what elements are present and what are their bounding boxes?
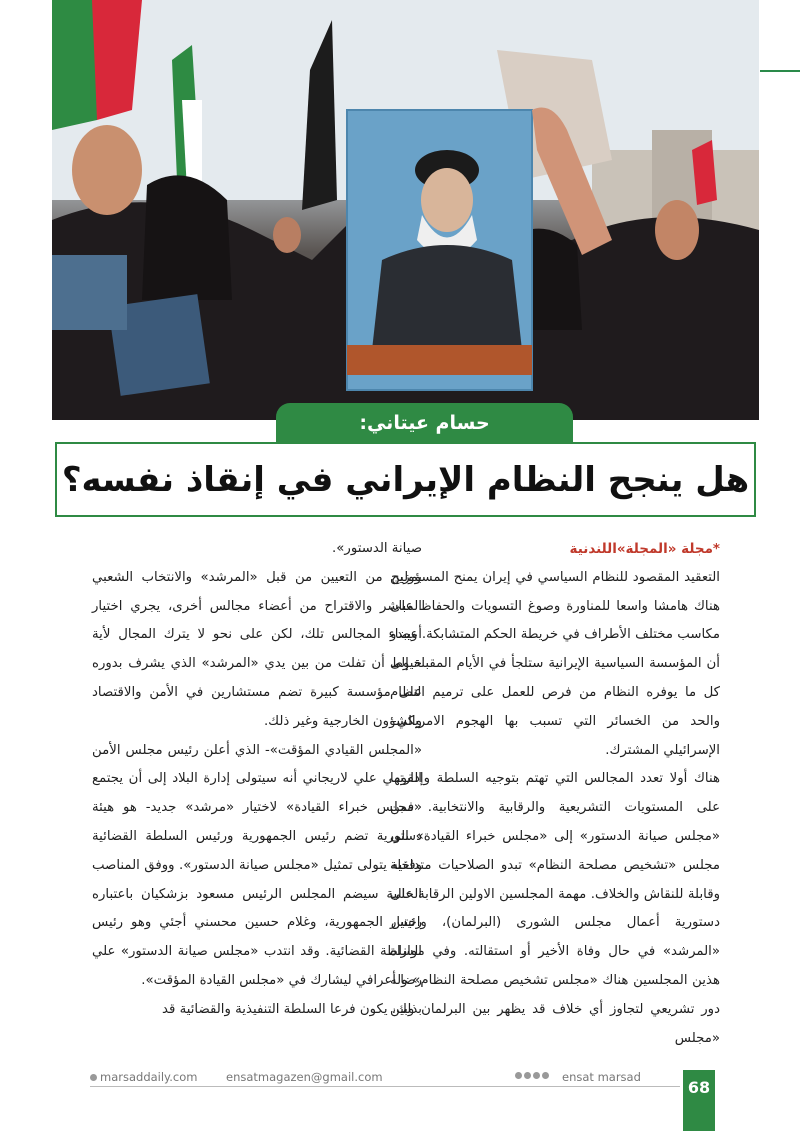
page-number: 68 <box>683 1070 715 1131</box>
footer-site-link[interactable]: marsaddaily.com <box>90 1070 197 1084</box>
protest-photo-illustration <box>52 0 759 420</box>
paragraph: بمزيج من التعيين من قبل «المرشد» والانتخاب الشعبي المباشر والاقتراح من أعضاء مجالس أخرى، يجري اختيار أعضاء المجالس تلك، لكن على نحو لا يترك المجال لأية خيوط أن تفلت من بين يدي «المرشد» الذي يشرف بدوره على مؤسسة كبيرة تضم مستشارين في الأمن والاقتصاد والشؤون الخارجية وغير ذلك. <box>92 569 422 729</box>
footer-divider <box>90 1086 680 1087</box>
headline-box <box>55 442 756 517</box>
paragraph: صيانة الدستور». <box>332 541 422 556</box>
page-footer <box>90 1068 680 1088</box>
social-icons <box>515 1072 549 1079</box>
author-label: حسام عيتاني: <box>276 403 573 443</box>
article-photo <box>52 0 759 420</box>
instagram-icon[interactable] <box>533 1072 540 1079</box>
facebook-icon[interactable] <box>515 1072 522 1079</box>
youtube-icon[interactable] <box>542 1072 549 1079</box>
paragraph: التعقيد المقصود للنظام السياسي في إيران يمنح المسؤولين هناك هامشا واسعا للمناورة وصوغ التسويات والحفاظ على مكاسب مختلف الأطراف في خريطة الحكم المتشابكة. ويبدو أن المؤسسة السياسية الإيرانية ستلجأ في الأيام المقبلة إلى كل ما يوفره النظام من فرص للعمل على ترميم النظام والحد من الخسائر التي تسبب بها الهجوم الامريكي–الإسرائيلي المشترك. <box>390 569 720 758</box>
article-column-right <box>390 535 720 1053</box>
article-column-left <box>92 535 422 1025</box>
paragraph: هناك أولا تعدد المجالس التي تهتم بتوجيه السلطة وإدارتها على المستويات التشريعية والرقابية والانتخابية. فمن «مجلس صيانة الدستور» إلى «مجلس خبراء القيادة» الى مجلس «تشخيص مصلحة النظام» تبدو الصلاحيات متداخلة وقابلة للنقاش والخلاف. مهمة المجلسين الاولين الرقابة على دستورية أعمال مجلس الشورى (البرلمان)، واختيار «المرشد» في حال وفاة الأخير أو استقالته. وفي موازاة هذين المجلسين هناك «مجلس تشخيص مصلحة النظام» وله دور تشريعي لتجاوز أي خلاف قد يظهر بين البرلمان وبين «مجلس <box>390 771 720 1046</box>
footer-social-handle: ensat marsad <box>562 1070 641 1084</box>
globe-icon <box>90 1074 97 1081</box>
twitter-icon[interactable] <box>524 1072 531 1079</box>
paragraph: «المجلس القيادي المؤقت»- الذي أعلن رئيس مجلس الأمن القومي علي لاريجاني أنه سيتولى إدارة البلاد إلى أن يجتمع «مجلس خبراء القيادة» لاختيار «مرشد» جديد- هو هيئة دستورية تضم رئيس الجمهورية ورئيس السلطة القضائية وفقيه يتولى تمثيل «مجلس صيانة الدستور». ووفق المناصب الحالية سيضم المجلس الرئيس مسعود بزشكيان باعتباره رئيس الجمهورية، وغلام حسين محسني أجئي وهو رئيس السلطة القضائية. وقد انتدب «مجلس صيانة الدستور» علي رضا أعرافي ليشارك في «مجلس القيادة المؤقت». <box>92 742 422 988</box>
paragraph: بذلك، يكون فرعا السلطة التنفيذية والقضائية قد <box>162 1001 422 1017</box>
source-credit: *مجلة «المجلة»اللندنية <box>569 541 720 557</box>
decorative-rule <box>760 70 800 72</box>
headline: هل ينجح النظام الإيراني في إنقاذ نفسه؟ <box>61 459 750 500</box>
footer-email-link[interactable]: ensatmagazen@gmail.com <box>226 1070 383 1084</box>
